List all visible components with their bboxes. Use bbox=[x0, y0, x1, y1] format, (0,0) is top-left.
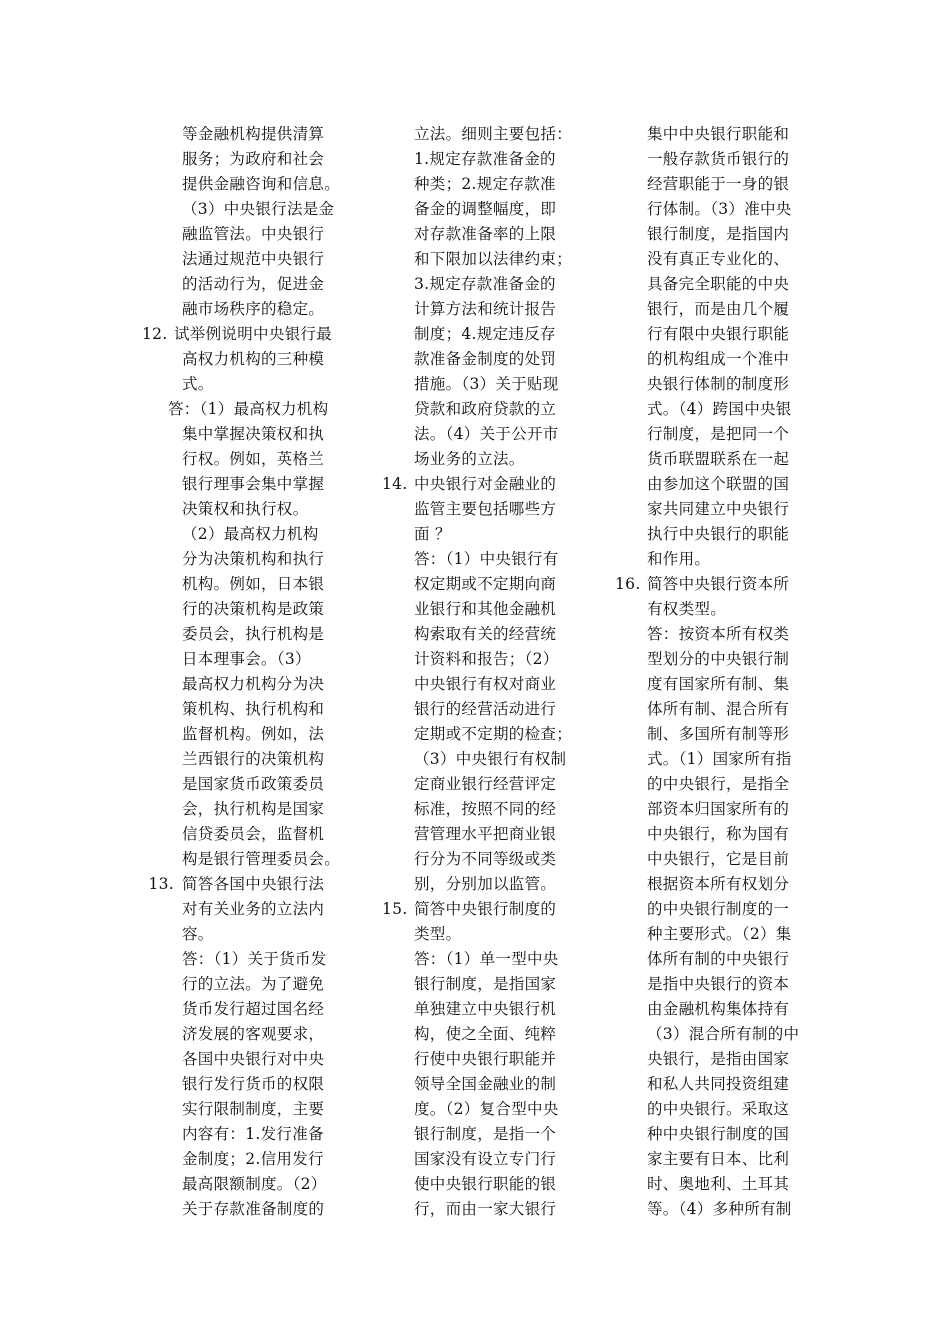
text-line: 计算方法和统计报告 bbox=[414, 300, 557, 318]
text-line: 货币联盟联系在一起 bbox=[647, 450, 790, 468]
answer-line: 体所有制、混合所有 bbox=[647, 700, 790, 718]
answer-line: 是国家货币政策委员 bbox=[182, 775, 325, 793]
answer-line: 的中央银行，是指全 bbox=[647, 775, 790, 793]
text-line: 行有限中央银行职能 bbox=[647, 325, 790, 343]
continued-paragraph bbox=[615, 122, 815, 572]
question-number: 15. bbox=[382, 900, 408, 918]
text-line: 集中中央银行职能和 bbox=[647, 125, 790, 143]
text-line: 1.规定存款准备金的 bbox=[414, 150, 556, 168]
answer-line: 答：（1）最高权力机构 bbox=[168, 400, 329, 418]
text-line: 制度；4.规定违反存 bbox=[414, 325, 556, 343]
answer-line: 关于存款准备制度的 bbox=[182, 1200, 325, 1218]
continued-paragraph bbox=[382, 122, 582, 472]
answer-line: （3）混合所有制的中 bbox=[647, 1025, 800, 1043]
answer-line: 会，执行机构是国家 bbox=[182, 800, 325, 818]
answer-line: 银行制度，是指国家 bbox=[414, 975, 557, 993]
question-line: 式。 bbox=[182, 375, 214, 393]
text-line: 备金的调整幅度，即 bbox=[414, 200, 557, 218]
question-number: 13. bbox=[148, 875, 174, 893]
continued-paragraph bbox=[142, 122, 352, 322]
question-text: 中央银行对金融业的 bbox=[414, 475, 557, 493]
answer-line: （3）中央银行有权制 bbox=[414, 750, 567, 768]
answer-line: 内容有：1.发行准备 bbox=[182, 1125, 324, 1143]
text-line: 由参加这个联盟的国 bbox=[647, 475, 790, 493]
question-line: 面 ？ bbox=[414, 525, 451, 543]
answer-line: 的中央银行制度的一 bbox=[647, 900, 790, 918]
answer-line: 济发展的客观要求， bbox=[182, 1025, 325, 1043]
answer-line: 机构。例如，日本银 bbox=[182, 575, 325, 593]
answer-line: 央银行，是指由国家 bbox=[647, 1050, 790, 1068]
answer-line: 定商业银行经营评定 bbox=[414, 775, 557, 793]
text-line: 对存款准备率的上限 bbox=[414, 225, 557, 243]
text-line: 行制度，是把同一个 bbox=[647, 425, 790, 443]
answer-line: 分为决策机构和执行 bbox=[182, 550, 325, 568]
column-1 bbox=[142, 122, 352, 1222]
question-line bbox=[142, 872, 352, 897]
answer-line: 体所有制的中央银行 bbox=[647, 950, 790, 968]
answer-line: 答：（1）关于货币发 bbox=[182, 950, 327, 968]
question-line bbox=[382, 897, 582, 922]
text-line: 银行制度，是指国内 bbox=[647, 225, 790, 243]
column-3 bbox=[615, 122, 815, 1222]
answer-line: 行的立法。为了避免 bbox=[182, 975, 325, 993]
answer-line: 的中央银行。采取这 bbox=[647, 1100, 790, 1118]
answer-line: 业银行和其他金融机 bbox=[414, 600, 557, 618]
answer-line: 单独建立中央银行机 bbox=[414, 1000, 557, 1018]
question-text: 简答各国中央银行法 bbox=[182, 875, 325, 893]
answer-line: 银行发行货币的权限 bbox=[182, 1075, 325, 1093]
answer-line: 度。（2）复合型中央 bbox=[414, 1100, 559, 1118]
answer-line: 行，而由一家大银行 bbox=[414, 1200, 557, 1218]
text-line: 融市场秩序的稳定。 bbox=[182, 300, 325, 318]
text-line: 措施。（3）关于贴现 bbox=[414, 375, 559, 393]
answer-line: 定期或不定期的检查； bbox=[414, 725, 573, 743]
question-line: 有权类型。 bbox=[647, 600, 727, 618]
answer-line: 行分为不同等级或类 bbox=[414, 850, 557, 868]
question-line bbox=[382, 472, 582, 497]
answer-line: 权定期或不定期向商 bbox=[414, 575, 557, 593]
answer-line: （2）最高权力机构 bbox=[182, 525, 319, 543]
answer-line: 是指中央银行的资本 bbox=[647, 975, 790, 993]
answer-line: 答：（1）中央银行有 bbox=[414, 550, 559, 568]
answer-line: 构是银行管理委员会。 bbox=[182, 850, 341, 868]
answer-line: 日本理事会。（3） bbox=[182, 650, 311, 668]
answer-line: 部资本归国家所有的 bbox=[647, 800, 790, 818]
text-line: 和下限加以法律约束； bbox=[414, 250, 573, 268]
text-line: 提供金融咨询和信息。 bbox=[182, 175, 341, 193]
question-number: 16. bbox=[615, 575, 641, 593]
answer-line: 根据资本所有权划分 bbox=[647, 875, 790, 893]
text-line: 服务；为政府和社会 bbox=[182, 150, 325, 168]
answer-line: 行权。例如，英格兰 bbox=[182, 450, 325, 468]
answer-line: 种主要形式。（2）集 bbox=[647, 925, 792, 943]
text-line: 和作用。 bbox=[647, 550, 711, 568]
answer-line: 行使中央银行职能并 bbox=[414, 1050, 557, 1068]
text-line: 的活动行为，促进金 bbox=[182, 275, 325, 293]
answer-line: 答：（1）单一型中央 bbox=[414, 950, 559, 968]
question-14 bbox=[382, 472, 582, 897]
answer-line: 银行制度，是指一个 bbox=[414, 1125, 557, 1143]
question-number: 12. bbox=[142, 325, 168, 343]
answer-line: 金制度；2.信用发行 bbox=[182, 1150, 324, 1168]
answer-line: 别，分别加以监管。 bbox=[414, 875, 557, 893]
question-line: 容。 bbox=[182, 925, 214, 943]
text-line: 场业务的立法。 bbox=[414, 450, 525, 468]
answer-line: 构索取有关的经营统 bbox=[414, 625, 557, 643]
text-line: 央银行体制的制度形 bbox=[647, 375, 790, 393]
text-line: 家共同建立中央银行 bbox=[647, 500, 790, 518]
answer-line: 信贷委员会，监督机 bbox=[182, 825, 325, 843]
text-line: 执行中央银行的职能 bbox=[647, 525, 790, 543]
question-16 bbox=[615, 572, 815, 1222]
question-line: 监管主要包括哪些方 bbox=[414, 500, 557, 518]
text-line: 法通过规范中央银行 bbox=[182, 250, 325, 268]
answer-line: 集中掌握决策权和执 bbox=[182, 425, 325, 443]
text-line: 银行，而是由几个履 bbox=[647, 300, 790, 318]
text-line: 式。（4）跨国中央银 bbox=[647, 400, 792, 418]
answer-line: 标准，按照不同的经 bbox=[414, 800, 557, 818]
answer-line: 兰西银行的决策机构 bbox=[182, 750, 325, 768]
answer-line: 货币发行超过国名经 bbox=[182, 1000, 325, 1018]
answer-line: 度有国家所有制、集 bbox=[647, 675, 790, 693]
question-13 bbox=[142, 872, 352, 1222]
question-line: 高权力机构的三种模 bbox=[182, 350, 325, 368]
answer-line: 行的决策机构是政策 bbox=[182, 600, 325, 618]
text-line: 3.规定存款准备金的 bbox=[414, 275, 556, 293]
question-line: 对有关业务的立法内 bbox=[182, 900, 325, 918]
question-text: 试举例说明中央银行最 bbox=[174, 325, 333, 343]
answer-line: 种中央银行制度的国 bbox=[647, 1125, 790, 1143]
answer-line: 中央银行，称为国有 bbox=[647, 825, 790, 843]
answer-line: 时、奥地利、土耳其 bbox=[647, 1175, 790, 1193]
answer-line: 式。（1）国家所有指 bbox=[647, 750, 792, 768]
answer-line: 答：按资本所有权类 bbox=[647, 625, 790, 643]
answer-line: 计资料和报告；（2） bbox=[414, 650, 559, 668]
answer-line: 家主要有日本、比利 bbox=[647, 1150, 790, 1168]
text-line: 款准备金制度的处罚 bbox=[414, 350, 557, 368]
text-line: 行体制。（3）准中央 bbox=[647, 200, 792, 218]
answer-line: 实行限制制度，主要 bbox=[182, 1100, 325, 1118]
column-2 bbox=[382, 122, 582, 1222]
question-15 bbox=[382, 897, 582, 1222]
question-line: 类型。 bbox=[414, 925, 462, 943]
answer-line: 使中央银行职能的银 bbox=[414, 1175, 557, 1193]
text-line: 融监管法。中央银行 bbox=[182, 225, 325, 243]
text-line: 法。（4）关于公开市 bbox=[414, 425, 559, 443]
answer-line: 制、多国所有制等形 bbox=[647, 725, 790, 743]
question-line bbox=[615, 572, 815, 597]
text-line: 经营职能于一身的银 bbox=[647, 175, 790, 193]
answer-line: 等。（4）多种所有制 bbox=[647, 1200, 792, 1218]
text-line: 的机构组成一个准中 bbox=[647, 350, 790, 368]
question-12 bbox=[142, 322, 352, 872]
text-line: 立法。细则主要包括： bbox=[414, 125, 573, 143]
answer-line: 中央银行，它是目前 bbox=[647, 850, 790, 868]
answer-line: 领导全国金融业的制 bbox=[414, 1075, 557, 1093]
text-line: 一般存款货币银行的 bbox=[647, 150, 790, 168]
answer-line: 由金融机构集体持有 bbox=[647, 1000, 790, 1018]
text-line: （3）中央银行法是金 bbox=[182, 200, 335, 218]
answer-line: 各国中央银行对中央 bbox=[182, 1050, 325, 1068]
answer-line: 银行的经营活动进行 bbox=[414, 700, 557, 718]
question-text: 简答中央银行制度的 bbox=[414, 900, 557, 918]
answer-line: 中央银行有权对商业 bbox=[414, 675, 557, 693]
answer-line: 监督机构。例如，法 bbox=[182, 725, 325, 743]
text-line: 等金融机构提供清算 bbox=[182, 125, 325, 143]
answer-line: 决策权和执行权。 bbox=[182, 500, 309, 518]
answer-line: 银行理事会集中掌握 bbox=[182, 475, 325, 493]
answer-line: 最高权力机构分为决 bbox=[182, 675, 325, 693]
answer-line: 国家没有设立专门行 bbox=[414, 1150, 557, 1168]
answer-line: 和私人共同投资组建 bbox=[647, 1075, 790, 1093]
question-line bbox=[142, 322, 352, 347]
text-line: 没有真正专业化的、 bbox=[647, 250, 790, 268]
answer-line: 构，使之全面、纯粹 bbox=[414, 1025, 557, 1043]
question-number: 14. bbox=[382, 475, 408, 493]
text-line: 贷款和政府贷款的立 bbox=[414, 400, 557, 418]
answer-line: 最高限额制度。（2） bbox=[182, 1175, 327, 1193]
answer-line: 营管理水平把商业银 bbox=[414, 825, 557, 843]
answer-line: 型划分的中央银行制 bbox=[647, 650, 790, 668]
text-line: 种类；2.规定存款准 bbox=[414, 175, 556, 193]
text-line: 具备完全职能的中央 bbox=[647, 275, 790, 293]
question-text: 简答中央银行资本所 bbox=[647, 575, 790, 593]
answer-line: 策机构、执行机构和 bbox=[182, 700, 325, 718]
answer-line: 委员会，执行机构是 bbox=[182, 625, 325, 643]
